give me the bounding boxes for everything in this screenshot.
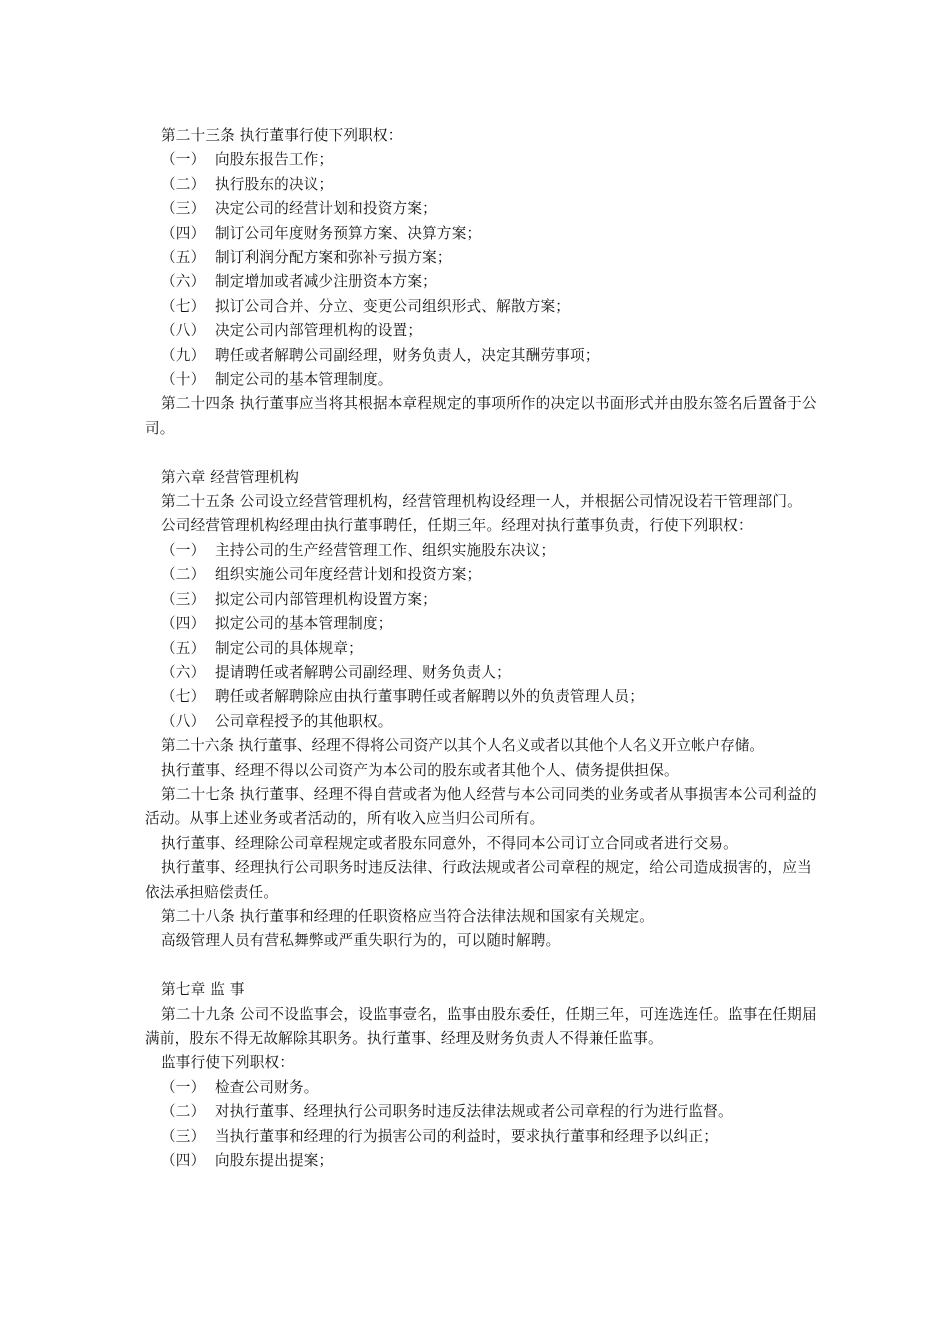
article-29-list bbox=[145, 1076, 817, 1174]
item-text: 决定公司的经营计划和投资方案； bbox=[215, 200, 437, 218]
article-27-paragraph-2: 执行董事、经理除公司章程规定或者股东同意外，不得同本公司订立合同或者进行交易。 bbox=[161, 834, 738, 852]
item-number: （四） bbox=[161, 615, 206, 633]
article-23-list bbox=[145, 148, 817, 392]
article-29-paragraph-2: 监事行使下列职权： bbox=[161, 1054, 295, 1072]
list-item bbox=[145, 1149, 817, 1173]
item-text: 聘任或者解聘除应由执行董事聘任或者解聘以外的负责管理人员； bbox=[215, 688, 645, 706]
list-item bbox=[145, 368, 817, 392]
item-number: （十） bbox=[161, 371, 206, 389]
item-text: 拟定公司内部管理机构设置方案； bbox=[215, 590, 437, 608]
article-25-paragraph-2: 公司经营管理机构经理由执行董事聘任，任期三年。经理对执行董事负责，行使下列职权： bbox=[161, 517, 753, 535]
item-text: 聘任或者解聘公司副经理，财务负责人，决定其酬劳事项； bbox=[215, 346, 600, 364]
item-number: （一） bbox=[161, 151, 206, 169]
item-text: 对执行董事、经理执行公司职务时违反法律法规或者公司章程的行为进行监督。 bbox=[215, 1103, 733, 1121]
list-item bbox=[145, 270, 817, 294]
list-item bbox=[145, 148, 817, 172]
list-item bbox=[145, 197, 817, 221]
item-text: 制订利润分配方案和弥补亏损方案； bbox=[215, 249, 452, 267]
item-number: （四） bbox=[161, 224, 206, 242]
article-25-list bbox=[145, 539, 817, 734]
item-text: 提请聘任或者解聘公司副经理、财务负责人； bbox=[215, 663, 511, 681]
item-number: （二） bbox=[161, 1103, 206, 1121]
item-text: 公司章程授予的其他职权。 bbox=[215, 712, 393, 730]
item-number: （二） bbox=[161, 175, 206, 193]
item-text: 主持公司的生产经营管理工作、组织实施股东决议； bbox=[215, 541, 556, 559]
item-number: （七） bbox=[161, 688, 206, 706]
item-number: （四） bbox=[161, 1152, 206, 1170]
list-item bbox=[145, 539, 817, 563]
item-text: 制定公司的具体规章； bbox=[215, 639, 363, 657]
article-23-heading: 第二十三条 执行董事行使下列职权： bbox=[161, 127, 403, 144]
chapter-7-title: 第七章 监 事 bbox=[161, 981, 245, 999]
item-text: 向股东提出提案； bbox=[215, 1152, 334, 1170]
item-number: （五） bbox=[161, 249, 206, 267]
item-number: （三） bbox=[161, 1127, 206, 1145]
item-number: （九） bbox=[161, 346, 206, 364]
article-24: 第二十四条 执行董事应当将其根据本章程规定的事项所作的决定以书面形式并由股东签名后置备于公司。 bbox=[145, 395, 817, 437]
item-text: 检查公司财务。 bbox=[215, 1078, 319, 1096]
list-item bbox=[145, 612, 817, 636]
item-text: 当执行董事和经理的行为损害公司的利益时，要求执行董事和经理予以纠正； bbox=[215, 1127, 718, 1145]
article-27: 第二十七条 执行董事、经理不得自营或者为他人经营与本公司同类的业务或者从事损害本公司利益的活动。从事上述业务或者活动的，所有收入应当归公司所有。 bbox=[145, 785, 817, 828]
item-number: （五） bbox=[161, 639, 206, 657]
item-number: （六） bbox=[161, 273, 206, 291]
item-number: （六） bbox=[161, 663, 206, 681]
document-body bbox=[145, 124, 817, 1173]
list-item bbox=[145, 710, 817, 734]
list-item bbox=[145, 319, 817, 343]
item-text: 制定增加或者减少注册资本方案； bbox=[215, 273, 437, 291]
list-item bbox=[145, 1076, 817, 1100]
list-item bbox=[145, 637, 817, 661]
item-number: （八） bbox=[161, 712, 206, 730]
item-text: 拟订公司合并、分立、变更公司组织形式、解散方案； bbox=[215, 297, 571, 315]
article-28: 第二十八条 执行董事和经理的任职资格应当符合法律法规和国家有关规定。 bbox=[161, 907, 655, 925]
list-item bbox=[145, 1100, 817, 1124]
article-25: 第二十五条 公司设立经营管理机构，经营管理机构设经理一人，并根据公司情况设若干管理部门。 bbox=[161, 493, 802, 511]
article-29: 第二十九条 公司不设监事会，设监事壹名，监事由股东委任，任期三年，可连选连任。监事在任期届满前，股东不得无故解除其职务。执行董事、经理及财务负责人不得兼任监事。 bbox=[145, 1005, 817, 1047]
item-text: 制订公司年度财务预算方案、决算方案； bbox=[215, 224, 482, 242]
list-item bbox=[145, 344, 817, 368]
item-number: （七） bbox=[161, 297, 206, 315]
item-number: （三） bbox=[161, 200, 206, 218]
list-item bbox=[145, 588, 817, 612]
item-number: （一） bbox=[161, 1078, 206, 1096]
list-item bbox=[145, 222, 817, 246]
list-item bbox=[145, 246, 817, 270]
item-text: 决定公司内部管理机构的设置； bbox=[215, 322, 423, 340]
section-gap bbox=[145, 441, 817, 465]
article-26: 第二十六条 执行董事、经理不得将公司资产以其个人名义或者以其他个人名义开立帐户存储。 bbox=[161, 737, 764, 755]
item-text: 拟定公司的基本管理制度； bbox=[215, 615, 393, 633]
item-text: 组织实施公司年度经营计划和投资方案； bbox=[215, 566, 482, 584]
list-item bbox=[145, 563, 817, 587]
article-28-paragraph-2: 高级管理人员有营私舞弊或严重失职行为的，可以随时解聘。 bbox=[161, 932, 561, 950]
article-26-paragraph-2: 执行董事、经理不得以公司资产为本公司的股东或者其他个人、债务提供担保。 bbox=[161, 761, 679, 779]
item-text: 向股东报告工作； bbox=[215, 151, 334, 169]
item-number: （二） bbox=[161, 566, 206, 584]
item-text: 执行股东的决议； bbox=[215, 175, 334, 193]
list-item bbox=[145, 661, 817, 685]
item-number: （八） bbox=[161, 322, 206, 340]
chapter-6-title: 第六章 经营管理机构 bbox=[161, 468, 299, 486]
item-number: （一） bbox=[161, 541, 206, 559]
list-item bbox=[145, 173, 817, 197]
article-27-paragraph-3: 执行董事、经理执行公司职务时违反法律、行政法规或者公司章程的规定，给公司造成损害的，应当依法承担赔偿责任。 bbox=[145, 859, 812, 901]
section-gap bbox=[145, 954, 817, 978]
list-item bbox=[145, 685, 817, 709]
list-item bbox=[145, 295, 817, 319]
list-item bbox=[145, 1125, 817, 1149]
item-text: 制定公司的基本管理制度。 bbox=[215, 371, 393, 389]
item-number: （三） bbox=[161, 590, 206, 608]
